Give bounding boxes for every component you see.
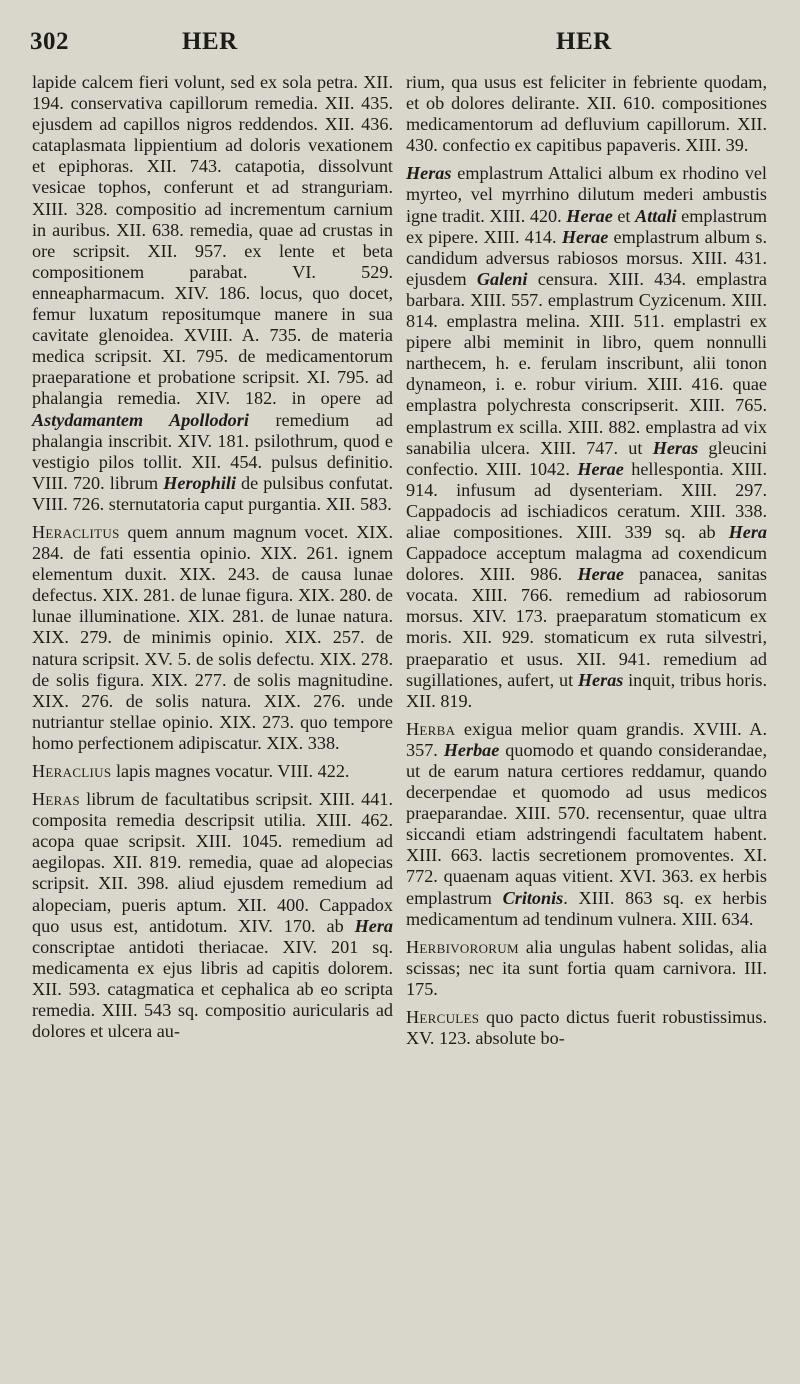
headword: Heraclitus <box>32 521 120 542</box>
entry-heras: Heras librum de facultatibus scripsit. XIII. 441. composita remedia descripsit utilia. XIII. 462. acopa quae scripsit. XIII. 1045. remedium ad aegilopas. XII. 819. remedia, quae ad alopecias scripsit. XII. 398. aliud ejusdem remedium ad alopeciam, pueris aptum. XII. 400. Cappadox quo usus est, antidotum. XIV. 170. ab Hera conscriptae antidoti theriacae. XIV. 201 sq. medicamenta ex ejus libris ad capitis dolorem. XII. 593. catagmatica et cephalica ab eo scripta remedia. XIII. 543 sq. compositio auricularis ad dolores et ulcera au- <box>32 789 393 1042</box>
entry-heras-emplastra: Heras emplastrum Attalici album ex rhodino vel myrteo, vel myrrhino dilutum mederi ambustis igne tradit. XIII. 420. Herae et Attali emplastrum ex pipere. XIII. 414. Herae emplastrum album s. candidum adversus rabiosos morsus. XIII. 431. ejusdem Galeni censura. XIII. 434. emplastra barbara. XIII. 557. emplastrum Cyzicenum. XIII. 814. emplastra melina. XIII. 511. emplastri ex pipere albi meminit in libro, quem nonnulli narthecem, h. e. ferulam inscribunt, alii tonon dynameon, i. e. robur virium. XIII. 416. quae emplastra polychresta conscripserit. XIII. 765. emplastrum ex scilla. XIII. 882. emplastra ad vix sanabilia ulcera. XIII. 747. ut Heras gleucini confectio. XIII. 1042. Herae hellespontia. XIII. 914. infusum ad dysenteriam. XIII. 297. Cappadocis ad ischiadicos ceratum. XIII. 338. aliae compositiones. XIII. 339 sq. ab Hera Cappadoce acceptum malagma ad coxendicum dolores. XIII. 986. Herae panacea, sanitas vocata. XIII. 766. remedium ad rabiosorum morsus. XIV. 173. praeparatum stomaticum ex moris. XII. 929. stomaticum ex ruta silvestri, praeparatio et usus. XII. 941. remedium ad sugillationes, aufert, ut Heras inquit, tribus horis. XII. 819. <box>406 163 767 711</box>
entry-continuation: lapide calcem fieri volunt, sed ex sola petra. XII. 194. conservativa capillorum remedia. XII. 435. ejusdem ad capillos nigros reddendos. XII. 436. cataplasmata lippientium ad doloris vexationem et epiphoras. XII. 743. catapotia, dissolvunt vesicae tophos, conferunt et ad stranguriam. XIII. 328. compositio ad incrementum carnium in auribus. XII. 638. remedia, quae ad crustas in ore scripsit. XII. 957. ex lente et beta compositionem parabat. VI. 529. enneapharmacum. XIV. 186. locus, quo docet, femur luxatum repositumque manere in sua cavitate glenoidea. XVIII. A. 735. de materia medica scripsit. XI. 795. de medicamentorum praeparatione et probatione scripsit. XI. 795. ad phalangia remedia. XIV. 182. in opere ad Astydamantem Apollodori remedium ad phalangia inscribit. XIV. 181. psilothrum, quod e vestigio pilos tollit. XII. 454. pulsus definitio. VIII. 720. librum Herophili de pulsibus confutat. VIII. 726. sternutatoria caput purgantia. XII. 583. <box>32 72 393 514</box>
headword: Heras <box>32 789 80 810</box>
right-running-head: HER <box>556 28 612 55</box>
page-number: 302 <box>30 28 69 55</box>
headword: Heraclius <box>32 761 112 781</box>
entry-heraclitus: Heraclitus quem annum magnum vocet. XIX. 284. de fati essentia opinio. XIX. 261. ignem elementum duxit. XIX. 243. de causa lunae defectus. XIX. 281. de lunae figura. XIX. 280. de lunae illuminatione. XIX. 281. de lunae natura. XIX. 279. de minimis opinio. XIX. 257. de natura scripsit. XV. 5. de solis defectu. XIX. 278. de solis figura. XIX. 277. de solis magnitudine. XIX. 276. de solis natura. XIX. 276. unde nutriantur stellae opinio. XIX. 273. quo tempore homo perfectionem adipiscatur. XIX. 338. <box>32 521 393 753</box>
entry-heraclius: Heraclius lapis magnes vocatur. VIII. 422. <box>32 761 350 781</box>
entry-hercules: Hercules quo pacto dictus fuerit robustissimus. XV. 123. absolute bo- <box>406 1007 767 1049</box>
headword: Herbivororum <box>406 936 519 957</box>
entry-continuation: rium, qua usus est feliciter in febriente quodam, et ob dolores delirante. XII. 610. compositiones medicamentorum ad defluvium capillorum. XII. 430. confectio ex capitibus papaveris. XIII. 39. <box>406 72 767 156</box>
left-running-head: HER <box>182 28 238 55</box>
entry-herbivororum: Herbivororum alia ungulas habent solidas, alia scissas; nec ita sunt fortia quam carnivora. III. 175. <box>406 936 767 999</box>
left-column <box>32 72 393 1049</box>
headword: Herba <box>406 718 456 739</box>
entry-herba: Herba exigua melior quam grandis. XVIII. A. 357. Herbae quomodo et quando considerandae, ut de earum natura certiores reddamur, quando decerpendae et quomodo ad usus medicos praeparandae. XIII. 570. recensentur, quae ultra siccandi etiam adstringendi facultatem habent. XIII. 663. lactis secretionem promoventes. XI. 772. quaenam aquas vitient. XVI. 363. ex herbis emplastrum Critonis. XIII. 863 sq. ex herbis medicamentum ad tendinum vulnera. XIII. 634. <box>406 718 767 929</box>
right-column <box>406 72 767 1056</box>
headword: Hercules <box>406 1007 480 1028</box>
